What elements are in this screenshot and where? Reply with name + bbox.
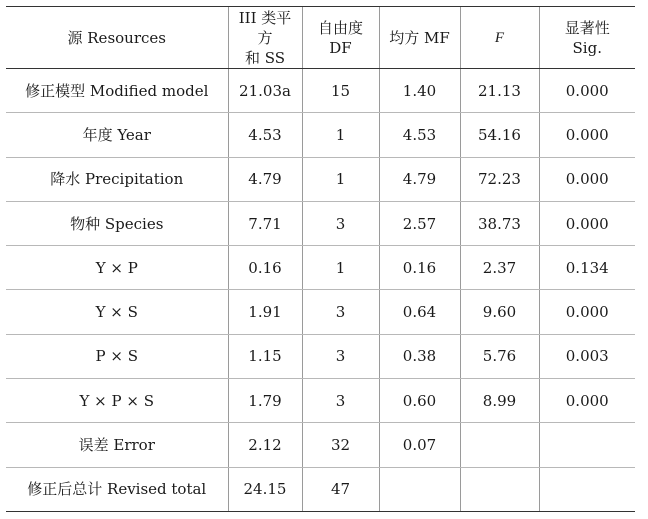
header-sig [539, 7, 635, 69]
cell-ss: 1.91 [228, 290, 302, 334]
cell-f: 9.60 [460, 290, 539, 334]
cell-ss: 1.79 [228, 379, 302, 423]
cell-f: 54.16 [460, 113, 539, 157]
cell-ss: 1.15 [228, 334, 302, 378]
table-row [6, 379, 635, 423]
table-row [6, 157, 635, 201]
cell-ms: 0.07 [379, 423, 460, 467]
header-source-text: 源 Resources [67, 28, 166, 47]
cell-df: 1 [302, 246, 379, 290]
cell-f: 38.73 [460, 201, 539, 245]
header-ss [228, 7, 302, 69]
cell-sig: 0.000 [539, 113, 635, 157]
cell-sig [539, 423, 635, 467]
cell-f [460, 423, 539, 467]
cell-f: 2.37 [460, 246, 539, 290]
cell-source: Y × P × S [6, 379, 228, 423]
cell-ms: 0.64 [379, 290, 460, 334]
cell-ss: 2.12 [228, 423, 302, 467]
cell-df: 3 [302, 201, 379, 245]
table-row [6, 423, 635, 467]
cell-sig: 0.134 [539, 246, 635, 290]
cell-ss: 7.71 [228, 201, 302, 245]
cell-ss: 0.16 [228, 246, 302, 290]
cell-df: 3 [302, 379, 379, 423]
cell-sig: 0.000 [539, 157, 635, 201]
cell-ss: 4.53 [228, 113, 302, 157]
header-row [6, 7, 635, 69]
cell-sig: 0.000 [539, 379, 635, 423]
cell-source: Y × P [6, 246, 228, 290]
cell-source: 物种 Species [6, 201, 228, 245]
cell-ms: 4.53 [379, 113, 460, 157]
cell-ms: 1.40 [379, 69, 460, 113]
table-header [6, 7, 635, 69]
table-body [6, 69, 635, 512]
cell-sig: 0.000 [539, 201, 635, 245]
cell-f [460, 467, 539, 511]
cell-ss: 4.79 [228, 157, 302, 201]
cell-sig: 0.000 [539, 69, 635, 113]
cell-df: 15 [302, 69, 379, 113]
cell-ms [379, 467, 460, 511]
header-f [460, 7, 539, 69]
cell-source: 年度 Year [6, 113, 228, 157]
cell-df: 3 [302, 290, 379, 334]
cell-source: 修正模型 Modified model [6, 69, 228, 113]
cell-df: 32 [302, 423, 379, 467]
header-ss-line1: III 类平方 [238, 8, 292, 47]
table-row [6, 69, 635, 113]
cell-ms: 0.16 [379, 246, 460, 290]
cell-f: 8.99 [460, 379, 539, 423]
cell-ms: 2.57 [379, 201, 460, 245]
table-row [6, 246, 635, 290]
cell-source: 修正后总计 Revised total [6, 467, 228, 511]
cell-df: 3 [302, 334, 379, 378]
cell-source: 降水 Precipitation [6, 157, 228, 201]
header-source [6, 7, 228, 69]
header-sig-line2: Sig. [572, 38, 602, 57]
table-row [6, 334, 635, 378]
cell-f: 72.23 [460, 157, 539, 201]
cell-ms: 0.38 [379, 334, 460, 378]
header-sig-line1: 显著性 [564, 18, 610, 37]
header-ms-text: 均方 MF [389, 28, 450, 47]
table-row [6, 113, 635, 157]
table-row [6, 467, 635, 511]
cell-source: 误差 Error [6, 423, 228, 467]
header-ss-line2: 和 SS [244, 48, 286, 67]
header-df-line2: DF [329, 38, 352, 57]
header-ms [379, 7, 460, 69]
cell-ms: 0.60 [379, 379, 460, 423]
cell-ss: 24.15 [228, 467, 302, 511]
table-row [6, 201, 635, 245]
cell-f: 5.76 [460, 334, 539, 378]
cell-sig: 0.003 [539, 334, 635, 378]
cell-sig: 0.000 [539, 290, 635, 334]
header-f-text: F [494, 29, 505, 46]
header-df [302, 7, 379, 69]
table-row [6, 290, 635, 334]
cell-sig [539, 467, 635, 511]
header-df-line1: 自由度 [317, 18, 363, 37]
cell-df: 1 [302, 113, 379, 157]
anova-table [6, 6, 635, 512]
cell-source: Y × S [6, 290, 228, 334]
cell-df: 1 [302, 157, 379, 201]
cell-f: 21.13 [460, 69, 539, 113]
cell-df: 47 [302, 467, 379, 511]
cell-ss: 21.03a [228, 69, 302, 113]
cell-source: P × S [6, 334, 228, 378]
cell-ms: 4.79 [379, 157, 460, 201]
